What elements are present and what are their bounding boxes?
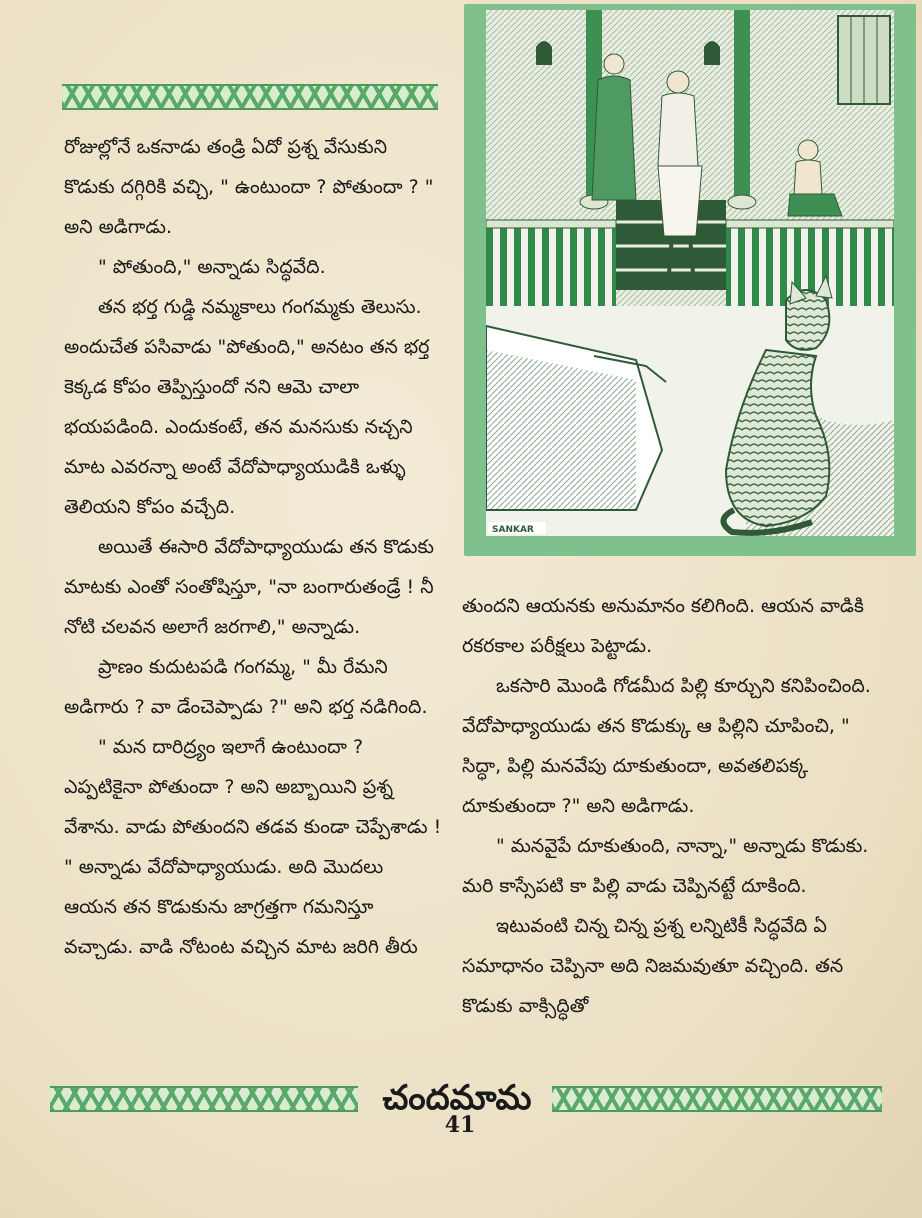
decorative-border-footer-right (552, 1086, 882, 1112)
page-number: 41 (444, 1112, 476, 1138)
story-paragraph: " మన దారిద్ర్యం ఇలాగే ఉంటుందా ? ఎప్పటికైనా పోతుందా ? అని అబ్బాయిని ప్రశ్న వేశాను. వాడు పోతుందని తడవ కుండా చెప్పేశాడు ! " అన్నాడు వేదోపాధ్యాయుడు. అది మొదలు ఆయన తన కొడుకును జాగ్రత్తగా గమనిస్తూ వచ్చాడు. వాడి నోటంట వచ్చిన మాట జరిగి తీరు (64, 736, 442, 958)
story-paragraph: ప్రాణం కుదుటపడి గంగమ్మ, " మీ రేమని అడిగారు ? వా డేంచెప్పాడు ?" అని భర్త నడిగింది. (64, 656, 428, 718)
story-paragraph: ఒకసారి మొండి గోడమీద పిల్లి కూర్చుని కనిపించింది. వేదోపాధ్యాయుడు తన కొడుక్కు ఆ పిల్లిని చూపించి, " సిద్ధా, పిల్లి మనవేపు దూకుతుందా, అవతలిపక్క దూకుతుందా ?" అని అడిగాడు. (462, 675, 871, 817)
pillar-base-right (728, 195, 756, 209)
artist-signature: SANKAR (492, 525, 534, 535)
story-paragraph: అయితే ఈసారి వేదోపాధ్యాయుడు తన కొడుకు మాటకు ఎంతో సంతోషిస్తూ, "నా బంగారుతండ్రే ! నీ నోటి చలవన అలాగే జరగాలి," అన్నాడు. (64, 536, 434, 638)
wall-niche (536, 41, 552, 65)
story-illustration (464, 4, 916, 556)
story-paragraph: " మనవైపే దూకుతుంది, నాన్నా," అన్నాడు కొడుకు. మరి కాస్సేపటి కా పిల్లి వాడు చెప్పినట్టే దూకింది. (462, 835, 869, 897)
story-paragraph: రోజుల్లోనే ఒకనాడు తండ్రి ఏదో ప్రశ్న వేసుకుని కొడుకు దగ్గిరికి వచ్చి, " ఉంటుందా ? పోతుందా ? " అని అడిగాడు. (64, 136, 434, 238)
platform-edge (486, 220, 616, 228)
decorative-border-footer-left (50, 1086, 358, 1112)
story-paragraph: " పోతుంది," అన్నాడు సిద్ధవేది. (98, 256, 326, 278)
story-paragraph: తుందని ఆయనకు అనుమానం కలిగింది. ఆయన వాడికి రకరకాల పరీక్షలు పెట్టాడు. (462, 595, 864, 657)
right-text-column (462, 586, 884, 1026)
decorative-border-top (62, 84, 438, 110)
platform-edge (726, 220, 894, 228)
wall-niche (704, 41, 720, 65)
pillar-right (734, 10, 750, 200)
magazine-title: చందమామ (382, 1078, 532, 1118)
left-text-column (64, 127, 442, 967)
story-paragraph: తన భర్త గుడ్డి నమ్మకాలు గంగమ్మకు తెలుసు. అందుచేత పసివాడు "పోతుంది," అనటం తన భర్త కెక్కడ కోపం తెప్పిస్తుందో నని ఆమె చాలా భయపడింది. ఎందుకంటే, తన మనసుకు నచ్చని మాట ఎవరన్నా అంటే వేదోపాధ్యాయుడికి ఒళ్ళు తెలియని కోపం వచ్చేది. (64, 296, 430, 518)
illustration-drawing (486, 10, 894, 536)
story-paragraph: ఇటువంటి చిన్న చిన్న ప్రశ్న లన్నిటికీ సిద్ధవేది ఏ సమాధానం చెప్పినా అది నిజమవుతూ వచ్చింది. తన కొడుకు వాక్సిద్ధితో (462, 915, 844, 1017)
striped-platform-left (486, 228, 616, 306)
